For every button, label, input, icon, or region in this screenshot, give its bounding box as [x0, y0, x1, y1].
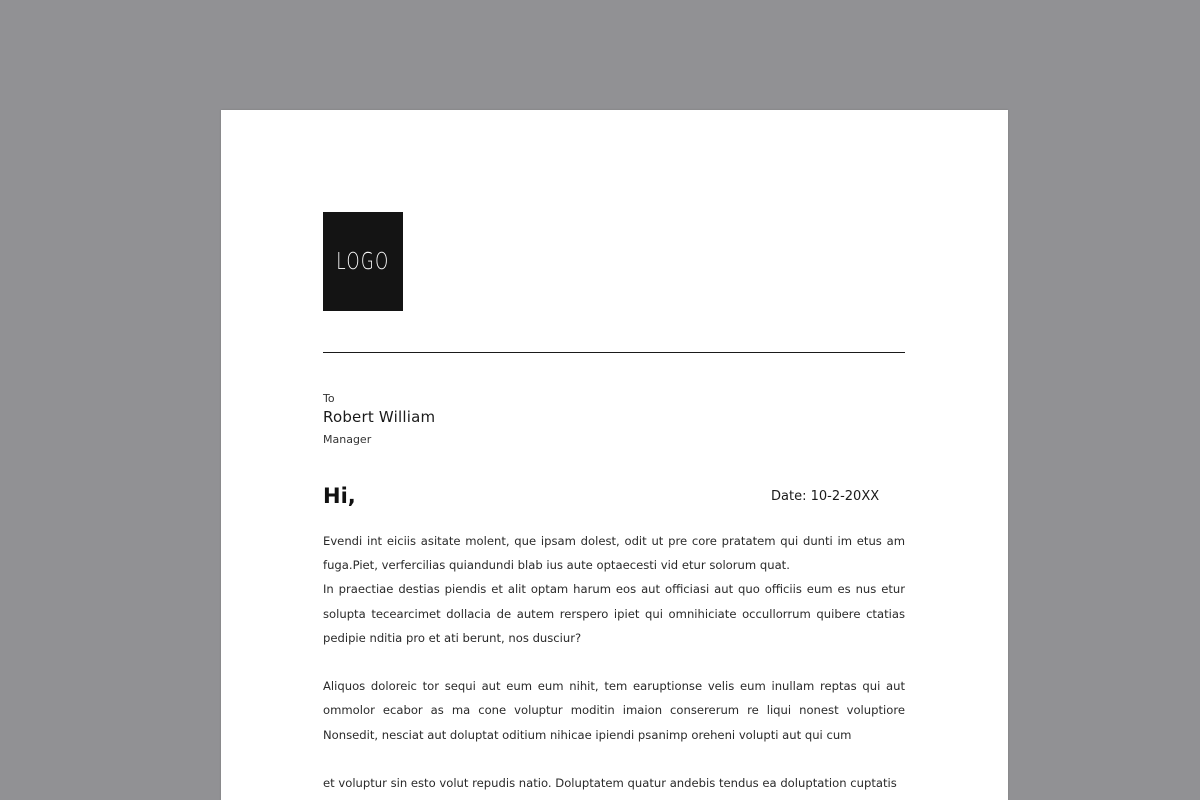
- recipient-to-label: To: [323, 392, 335, 405]
- paragraph: [323, 771, 905, 795]
- letter-date: Date: 10-2-20XX: [771, 489, 880, 504]
- paragraph-line: et voluptur sin esto volut repudis natio. Doluptatem quatur andebis tendus ea doluptation cuptatis: [323, 776, 897, 790]
- recipient-name: Robert William: [323, 408, 436, 426]
- paragraph: [323, 529, 905, 650]
- paragraph: [323, 674, 905, 747]
- logo-text: LOGO: [336, 248, 390, 275]
- paragraph-line: Aliquos doloreic tor sequi aut eum eum nihit, tem earuptionse velis eum inullam reptas qui aut ommolor ecabor as ma cone voluptur moditin imaion consererum re liqui nonest voluptiore Nonsedit, nesciat aut doluptat oditium nihicae ipiendi psanimp oreheni volupti aut qui cum: [323, 679, 905, 742]
- header-divider: [323, 352, 905, 353]
- greeting: Hi,: [323, 484, 356, 508]
- paragraph-line: Evendi int eiciis asitate molent, que ipsam dolest, odit ut pre core pratatem qui dunti im etus am fuga.Piet, verfercilias quiandundi blab ius aute optaecesti vid etur solorum quat.: [323, 534, 905, 573]
- recipient-title: Manager: [323, 433, 372, 446]
- logo: [323, 212, 403, 311]
- letter-body: [323, 529, 905, 800]
- letter-page: [221, 110, 1008, 800]
- paragraph-line: In praectiae destias piendis et alit optam harum eos aut officiasi aut quo officiis eum es nus etur solupta tecearcimet dollacia de autem rerspero ipiet qui omnihiciate occullorrum quibere ctatias pedipie nditia pro et ati berunt, nos dusciur?: [323, 582, 905, 645]
